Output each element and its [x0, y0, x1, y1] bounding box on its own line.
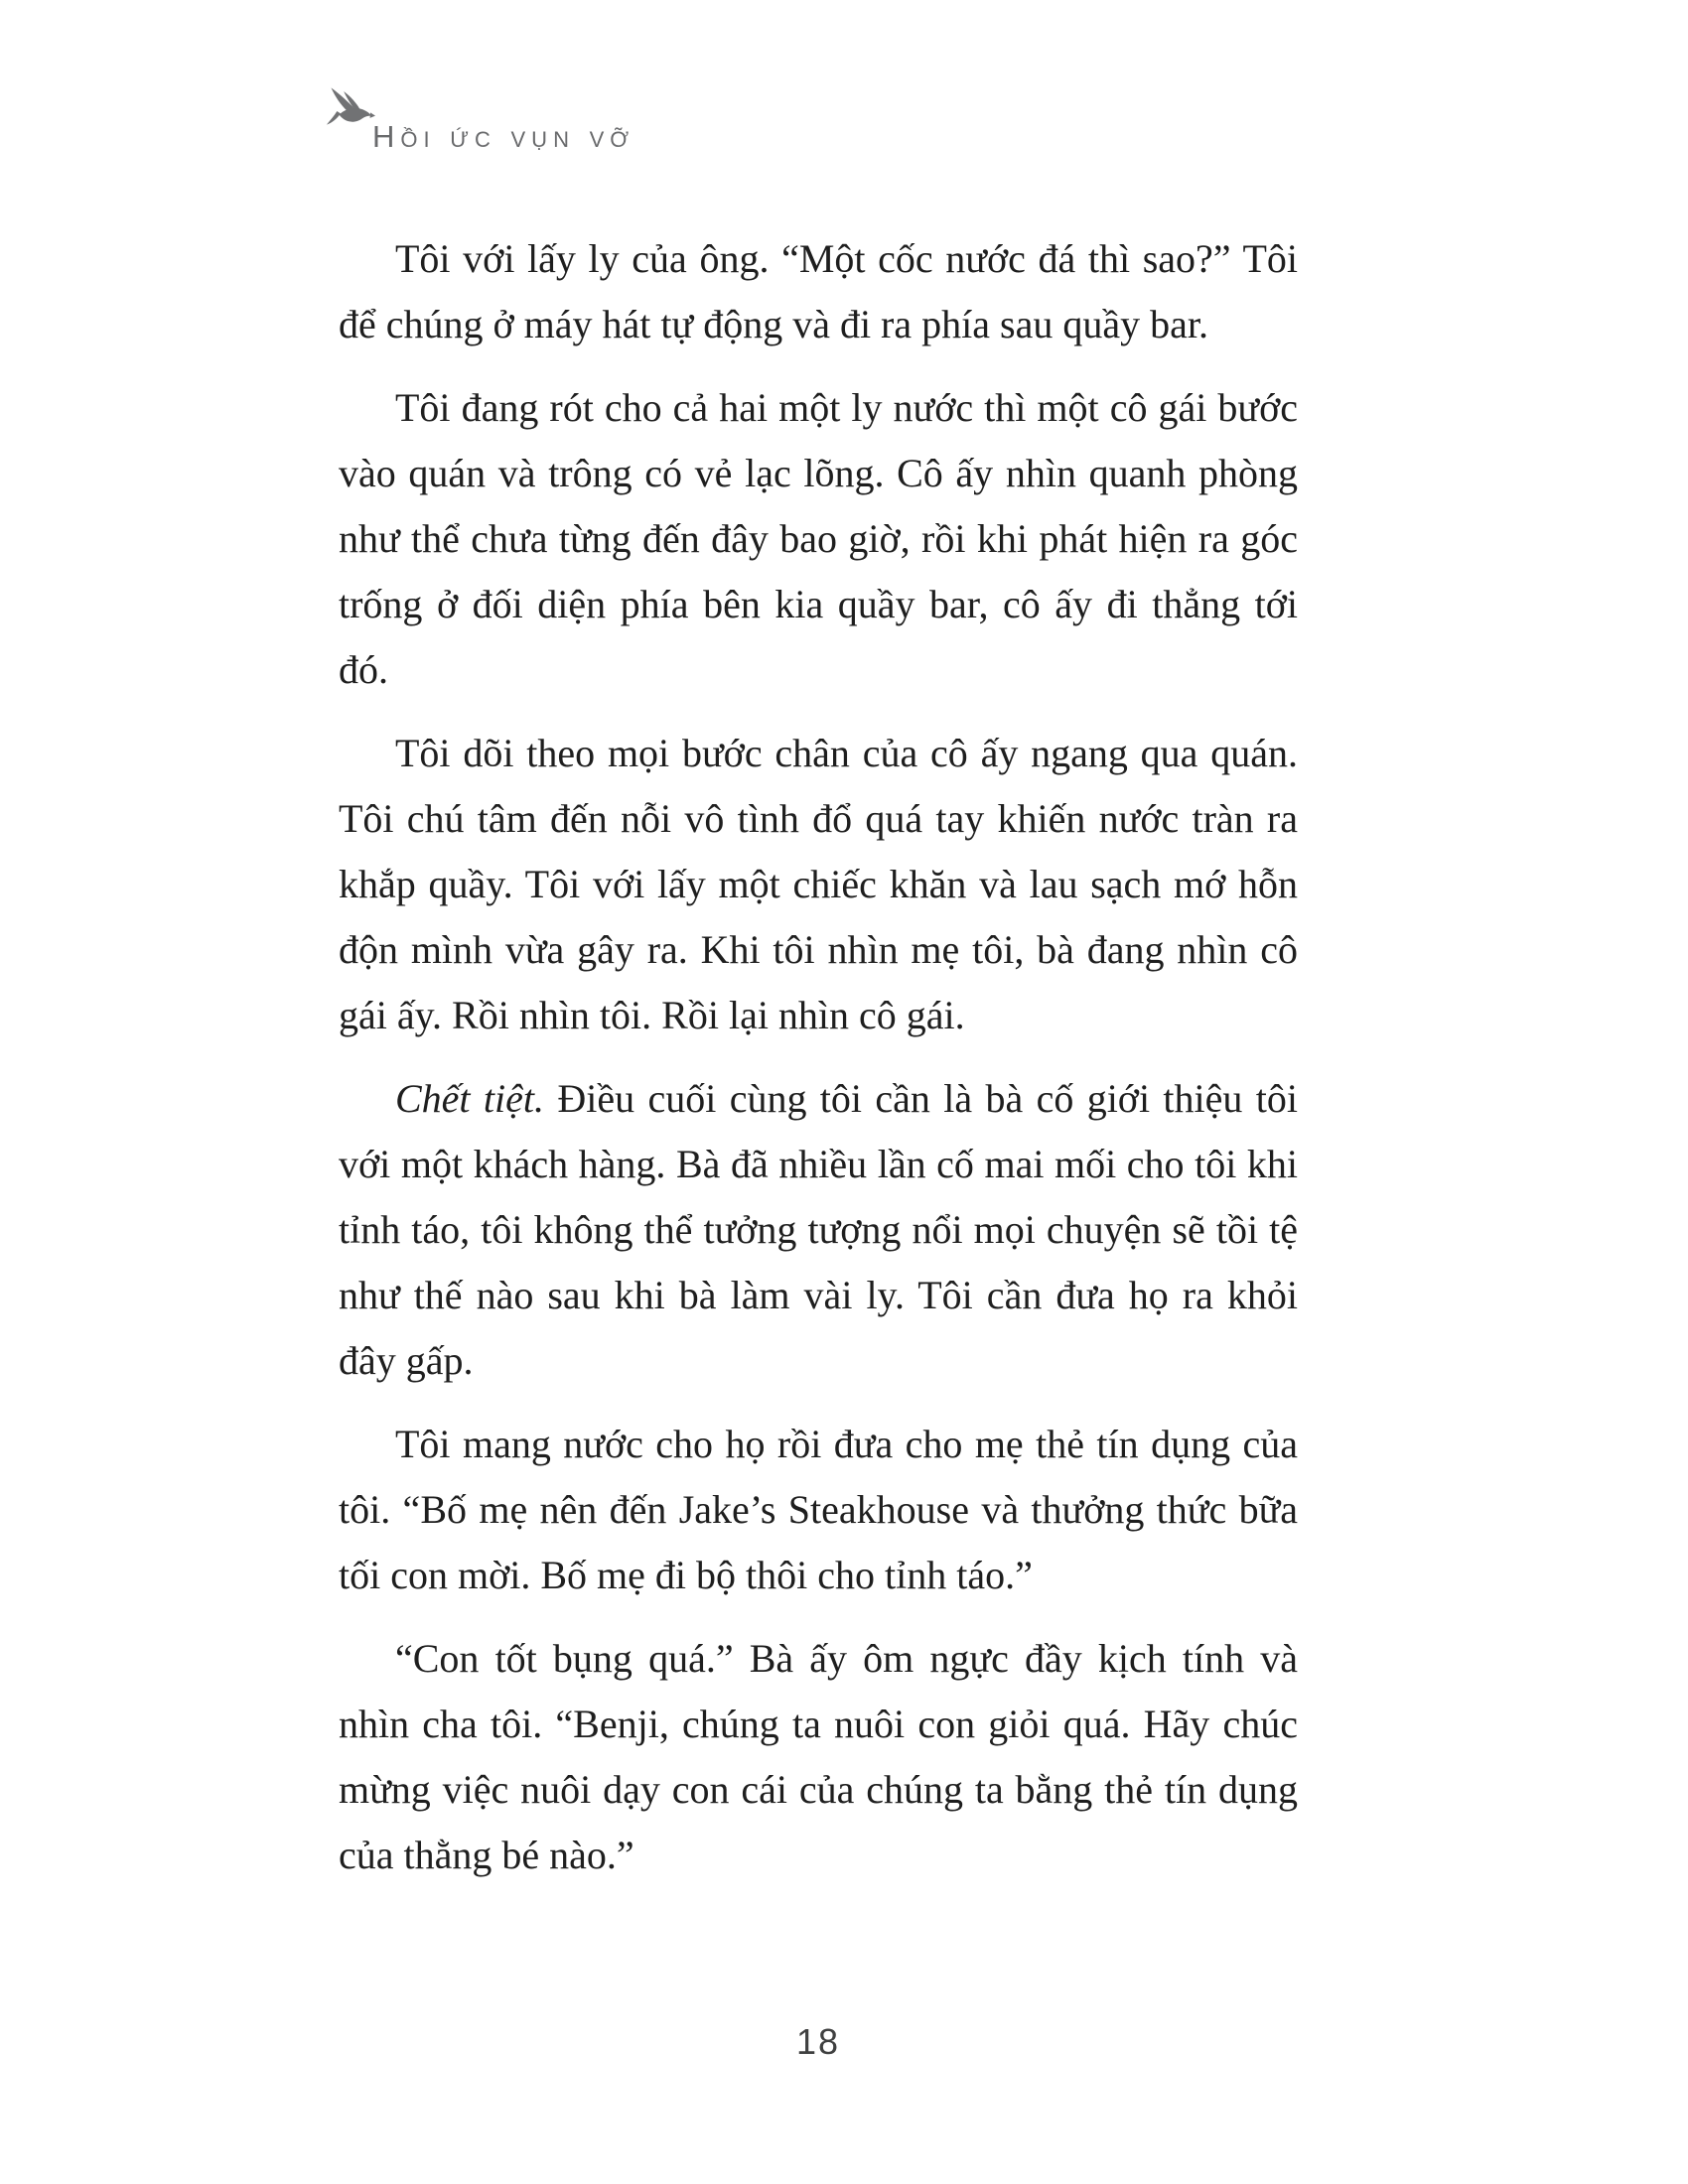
- page-number: 18: [795, 2021, 841, 2062]
- body-text: [339, 226, 1298, 1906]
- paragraph: [339, 226, 1298, 357]
- page-footer: [339, 2021, 1298, 2063]
- paragraph-text: “Con tốt bụng quá.” Bà ấy ôm ngực đầy kịch tính và nhìn cha tôi. “Benji, chúng ta nuôi con giỏi quá. Hãy chúc mừng việc nuôi dạy con cái của chúng ta bằng thẻ tín dụng của thằng bé nào.”: [339, 1636, 1298, 1877]
- paragraph-text: Tôi với lấy ly của ông. “Một cốc nước đá thì sao?” Tôi để chúng ở máy hát tự động và đi ra phía sau quầy bar.: [339, 236, 1298, 346]
- bird-icon: [326, 83, 375, 130]
- paragraph-text: Tôi dõi theo mọi bước chân của cô ấy ngang qua quán. Tôi chú tâm đến nỗi vô tình đổ quá tay khiến nước tràn ra khắp quầy. Tôi với lấy một chiếc khăn và lau sạch mớ hỗn độn mình vừa gây ra. Khi tôi nhìn mẹ tôi, bà đang nhìn cô gái ấy. Rồi nhìn tôi. Rồi lại nhìn cô gái.: [339, 731, 1298, 1037]
- paragraph-text: Tôi mang nước cho họ rồi đưa cho mẹ thẻ tín dụng của tôi. “Bố mẹ nên đến Jake’s Steakhouse và thưởng thức bữa tối con mời. Bố mẹ đi bộ thôi cho tỉnh táo.”: [339, 1422, 1298, 1597]
- page-header: [326, 83, 822, 163]
- running-title: Hồi ức vụn vỡ: [372, 119, 635, 154]
- paragraph: [339, 1412, 1298, 1608]
- paragraph: [339, 1626, 1298, 1888]
- paragraph: [339, 1066, 1298, 1394]
- paragraph: [339, 721, 1298, 1048]
- paragraph-text: Điều cuối cùng tôi cần là bà cố giới thiệu tôi với một khách hàng. Bà đã nhiều lần cố mai mối cho tôi khi tỉnh táo, tôi không thể tưởng tượng nổi mọi chuyện sẽ tồi tệ như thế nào sau khi bà làm vài ly. Tôi cần đưa họ ra khỏi đây gấp.: [339, 1076, 1298, 1383]
- paragraph: [339, 375, 1298, 703]
- paragraph-italic-lead: Chết tiệt.: [395, 1076, 544, 1121]
- paragraph-text: Tôi đang rót cho cả hai một ly nước thì một cô gái bước vào quán và trông có vẻ lạc lõng. Cô ấy nhìn quanh phòng như thể chưa từng đến đây bao giờ, rồi khi phát hiện ra góc trống ở đối diện phía bên kia quầy bar, cô ấy đi thẳng tới đó.: [339, 385, 1298, 692]
